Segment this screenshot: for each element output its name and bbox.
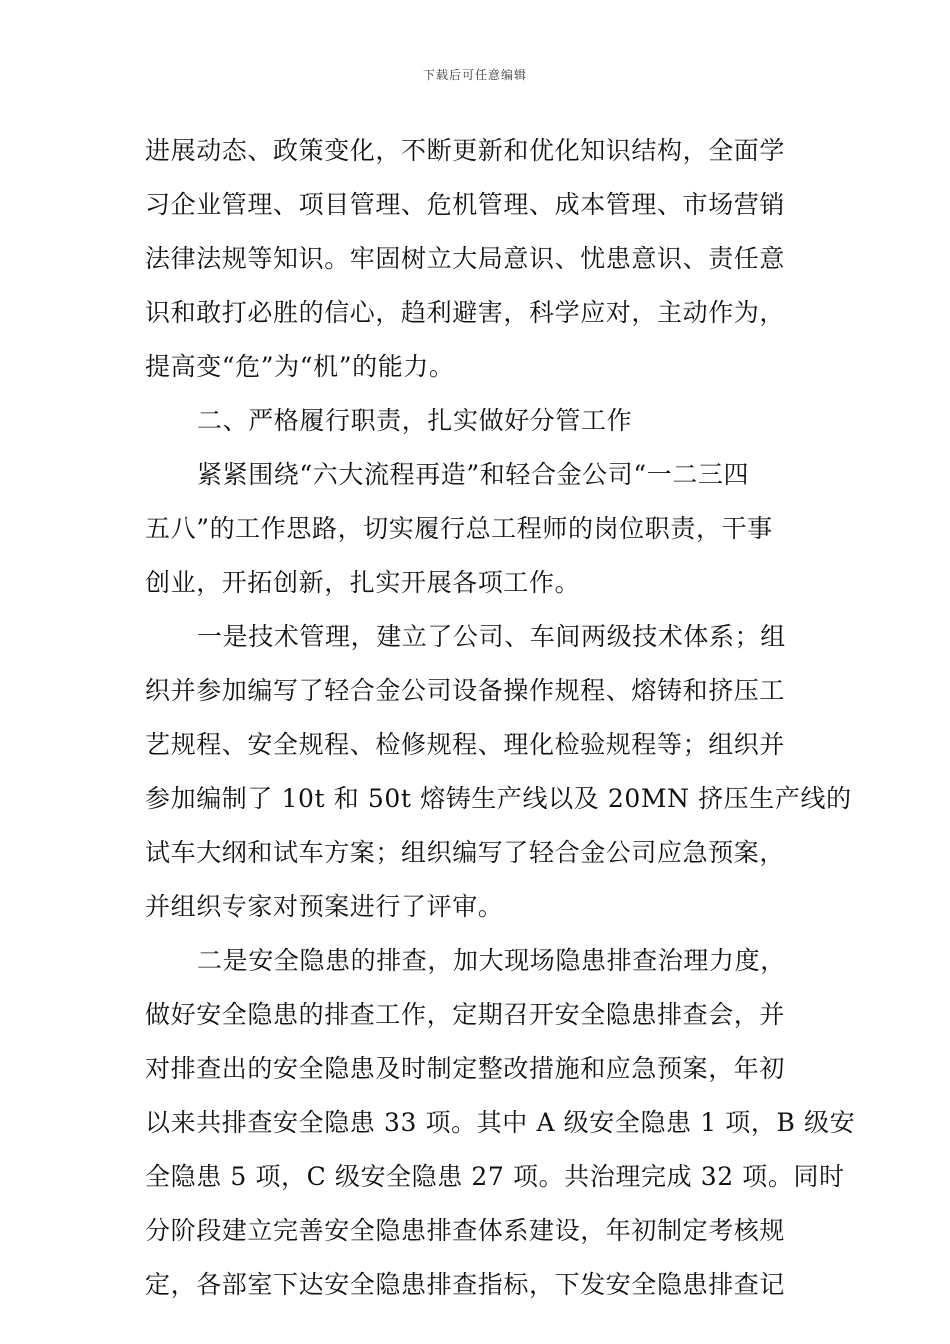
text-line: 参加编制了 10t 和 50t 熔铸生产线以及 20MN 挤压生产线的	[145, 784, 852, 813]
text-line: 二是安全隐患的排查，加大现场隐患排查治理力度，	[197, 946, 786, 975]
text-line: 一是技术管理，建立了公司、车间两级技术体系；组	[197, 622, 786, 651]
text-line: 分阶段建立完善安全隐患排查体系建设，年初制定考核规	[145, 1216, 786, 1245]
text-line: 法律法规等知识。牢固树立大局意识、忧患意识、责任意	[145, 244, 786, 273]
text-line: 创业，开拓创新，扎实开展各项工作。	[145, 568, 581, 597]
text-line: 试车大纲和试车方案；组织编写了轻合金公司应急预案，	[145, 838, 786, 867]
text-line: 织并参加编写了轻合金公司设备操作规程、熔铸和挤压工	[145, 676, 786, 705]
text-line: 提高变“危”为“机”的能力。	[145, 352, 455, 381]
text-line: 以来共排查安全隐患 33 项。其中 A 级安全隐患 1 项，B 级安	[145, 1108, 856, 1137]
text-line: 紧紧围绕“六大流程再造”和轻合金公司“一二三四	[197, 460, 750, 489]
page-header-note: 下载后可任意编辑	[422, 68, 527, 82]
text-line: 习企业管理、项目管理、危机管理、成本管理、市场营销	[145, 190, 786, 219]
text-line: 做好安全隐患的排查工作，定期召开安全隐患排查会，并	[145, 1000, 786, 1029]
text-line: 定，各部室下达安全隐患排查指标，下发安全隐患排查记	[145, 1270, 786, 1299]
text-line: 艺规程、安全规程、检修规程、理化检验规程等；组织并	[145, 730, 786, 759]
text-line: 全隐患 5 项，C 级安全隐患 27 项。共治理完成 32 项。同时	[145, 1162, 845, 1191]
text-line: 识和敢打必胜的信心，趋利避害，科学应对，主动作为，	[145, 298, 786, 327]
document-body	[145, 124, 856, 1312]
text-line: 五八”的工作思路，切实履行总工程师的岗位职责，干事	[145, 514, 773, 543]
text-line: 并组织专家对预案进行了评审。	[145, 892, 504, 921]
text-line: 对排查出的安全隐患及时制定整改措施和应急预案，年初	[145, 1054, 786, 1083]
section-heading: 二、严格履行职责，扎实做好分管工作	[197, 406, 633, 435]
text-line: 进展动态、政策变化，不断更新和优化知识结构，全面学	[145, 136, 786, 165]
